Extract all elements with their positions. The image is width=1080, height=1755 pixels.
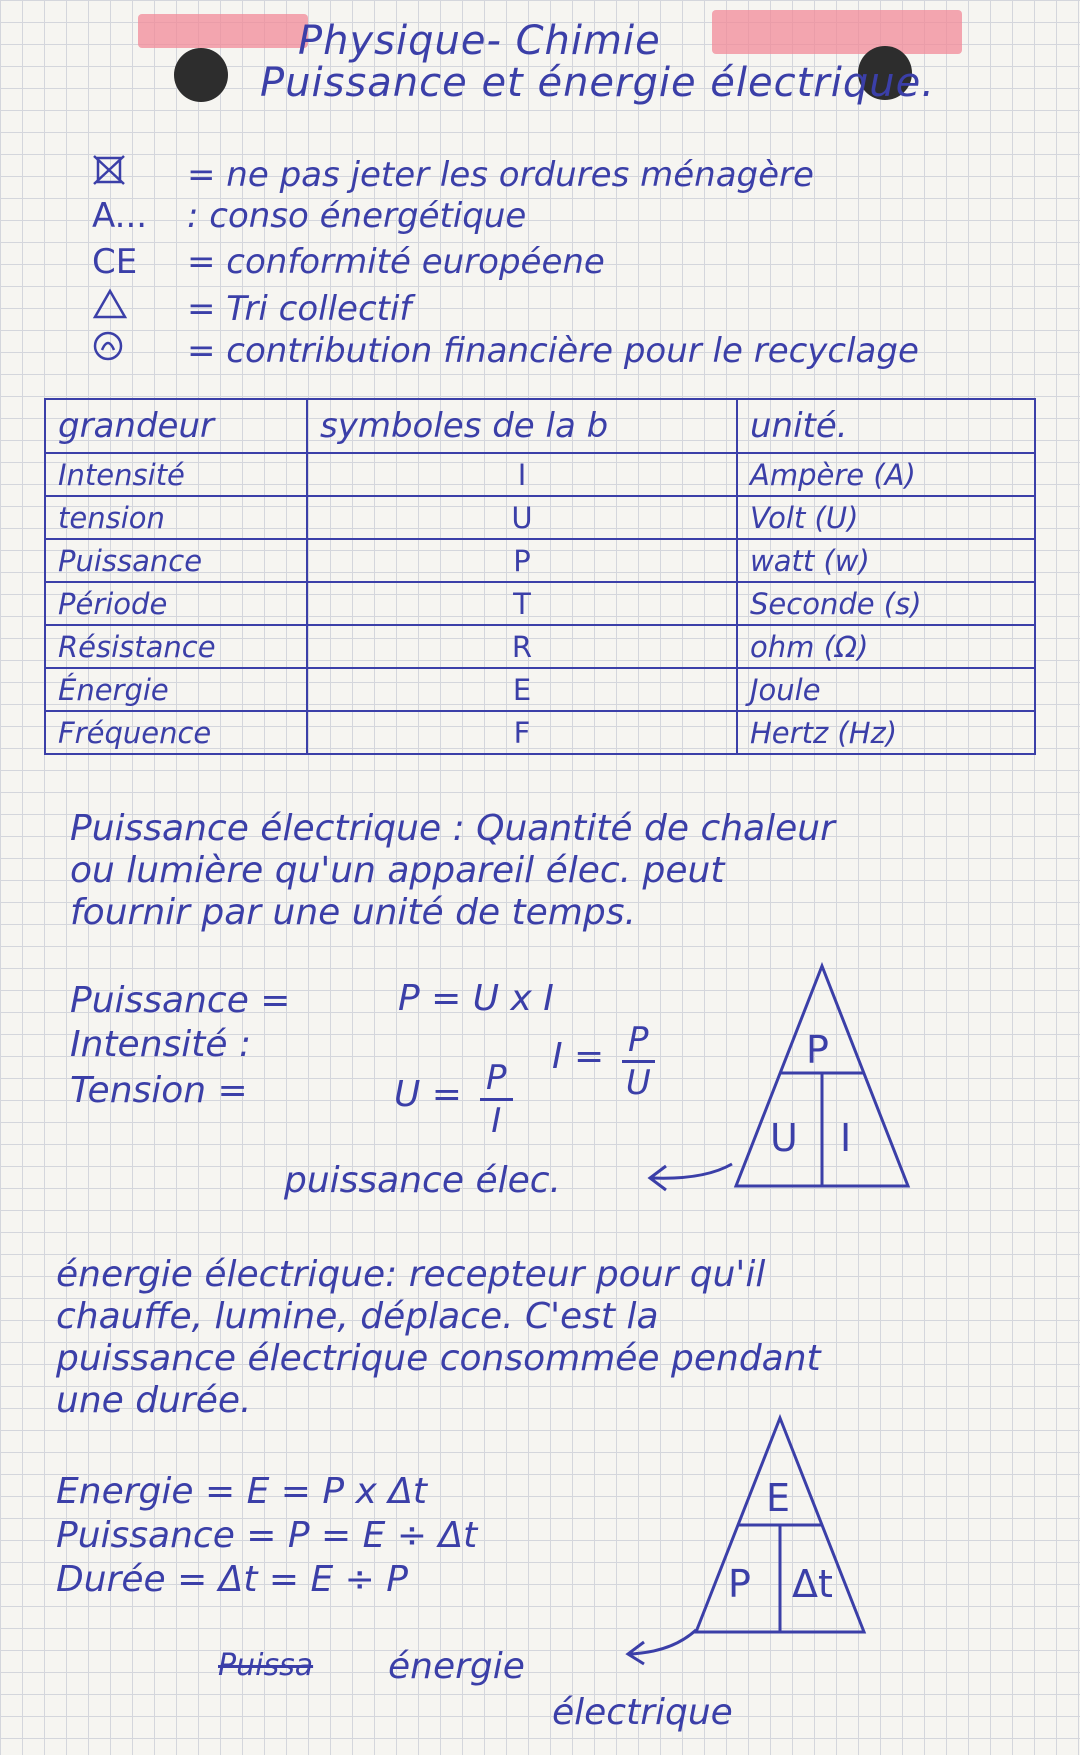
table-cell: Joule bbox=[737, 668, 1035, 711]
table-cell: U bbox=[307, 496, 737, 539]
energy-formula-line: Durée = Δt = E ÷ P bbox=[56, 1559, 408, 1600]
definition-line: fournir par une unité de temps. bbox=[70, 892, 636, 933]
table-cell: Volt (U) bbox=[737, 496, 1035, 539]
ce-mark-icon: CE bbox=[92, 242, 138, 282]
waste-bin-icon bbox=[92, 150, 187, 195]
legend-text: : conso énergétique bbox=[187, 196, 527, 236]
legend-item bbox=[92, 288, 411, 329]
fraction-numerator: P bbox=[622, 1020, 655, 1063]
voltage-fraction bbox=[480, 1058, 513, 1141]
power-triangle-caption: puissance élec. bbox=[284, 1160, 561, 1201]
binder-hole-left bbox=[174, 48, 228, 102]
eco-contribution-icon bbox=[92, 330, 187, 371]
energy-triangle-right-label: Δt bbox=[792, 1562, 833, 1606]
definition-line: une durée. bbox=[56, 1380, 252, 1421]
triangle-top-label: P bbox=[806, 1028, 829, 1072]
legend-item bbox=[92, 150, 814, 195]
energy-triangle-top-label: E bbox=[766, 1476, 791, 1520]
table-cell: P bbox=[307, 539, 737, 582]
recycle-triangle-icon bbox=[92, 288, 187, 329]
intensity-formula-left: I = bbox=[552, 1036, 605, 1077]
table-cell: Intensité bbox=[45, 453, 307, 496]
triangle-right-label: I bbox=[840, 1116, 852, 1160]
arrow-icon bbox=[622, 1624, 702, 1668]
table-cell: tension bbox=[45, 496, 307, 539]
fraction-numerator: P bbox=[480, 1058, 513, 1101]
table-row bbox=[45, 453, 1035, 496]
table-cell: E bbox=[307, 668, 737, 711]
table-cell: F bbox=[307, 711, 737, 754]
power-label: Puissance = bbox=[70, 980, 291, 1021]
energy-class-label: A... bbox=[92, 196, 148, 236]
units-table bbox=[44, 398, 1036, 755]
table-cell: Période bbox=[45, 582, 307, 625]
power-triangle bbox=[730, 960, 914, 1192]
legend-text: = Tri collectif bbox=[187, 289, 412, 329]
table-row bbox=[45, 711, 1035, 754]
definition-line: énergie électrique: recepteur pour qu'il bbox=[56, 1254, 766, 1295]
voltage-formula-left: U = bbox=[394, 1074, 462, 1115]
energy-formula-line: Energie = E = P x Δt bbox=[56, 1471, 428, 1512]
table-header: unité. bbox=[737, 399, 1035, 453]
definition-line: puissance électrique consommée pendant bbox=[56, 1338, 821, 1379]
table-cell: ohm (Ω) bbox=[737, 625, 1035, 668]
fraction-denominator: U bbox=[625, 1063, 651, 1103]
legend-text: = contribution financière pour le recyclage bbox=[187, 331, 919, 371]
energy-formula-line: Puissance = P = E ÷ Δt bbox=[56, 1515, 478, 1556]
arrow-icon bbox=[644, 1154, 736, 1198]
definition-line: Puissance électrique : Quantité de chaleur bbox=[70, 808, 835, 849]
triangle-left-label: U bbox=[770, 1116, 798, 1160]
intensity-fraction bbox=[622, 1020, 655, 1103]
page-subtitle: Puissance et énergie électrique. bbox=[260, 60, 935, 106]
struck-word: Puissa bbox=[218, 1648, 314, 1683]
page-title: Physique- Chimie bbox=[298, 18, 661, 64]
table-cell: Hertz (Hz) bbox=[737, 711, 1035, 754]
table-cell: Fréquence bbox=[45, 711, 307, 754]
energy-formulas bbox=[56, 1470, 477, 1602]
energy-definition bbox=[56, 1254, 821, 1422]
title-highlight-left bbox=[138, 14, 308, 48]
table-cell: Résistance bbox=[45, 625, 307, 668]
table-cell: R bbox=[307, 625, 737, 668]
power-definition bbox=[70, 808, 835, 934]
table-row bbox=[45, 625, 1035, 668]
definition-line: chauffe, lumine, déplace. C'est la bbox=[56, 1296, 659, 1337]
table-cell: I bbox=[307, 453, 737, 496]
definition-line: ou lumière qu'un appareil élec. peut bbox=[70, 850, 725, 891]
legend-text: = ne pas jeter les ordures ménagère bbox=[187, 155, 814, 195]
fraction-denominator: I bbox=[491, 1101, 502, 1141]
voltage-label: Tension = bbox=[70, 1070, 248, 1111]
intensity-label: Intensité : bbox=[70, 1024, 252, 1065]
table-cell: Seconde (s) bbox=[737, 582, 1035, 625]
legend-item bbox=[92, 196, 526, 236]
legend-item bbox=[92, 242, 605, 282]
table-header: symboles de la b bbox=[307, 399, 737, 453]
table-row bbox=[45, 582, 1035, 625]
energy-triangle-caption: énergie bbox=[388, 1646, 525, 1687]
table-cell: watt (w) bbox=[737, 539, 1035, 582]
energy-triangle-left-label: P bbox=[728, 1562, 751, 1606]
energy-triangle-caption-2: électrique bbox=[552, 1692, 733, 1733]
table-row bbox=[45, 496, 1035, 539]
table-cell: T bbox=[307, 582, 737, 625]
power-formula: P = U x I bbox=[398, 978, 554, 1019]
table-cell: Énergie bbox=[45, 668, 307, 711]
legend-text: = conformité européene bbox=[187, 242, 605, 282]
energy-triangle bbox=[690, 1412, 870, 1638]
table-row bbox=[45, 668, 1035, 711]
table-cell: Puissance bbox=[45, 539, 307, 582]
legend-item bbox=[92, 330, 919, 371]
table-row bbox=[45, 539, 1035, 582]
title-highlight-right bbox=[712, 10, 962, 54]
table-cell: Ampère (A) bbox=[737, 453, 1035, 496]
table-header: grandeur bbox=[45, 399, 307, 453]
table-header-row bbox=[45, 399, 1035, 453]
